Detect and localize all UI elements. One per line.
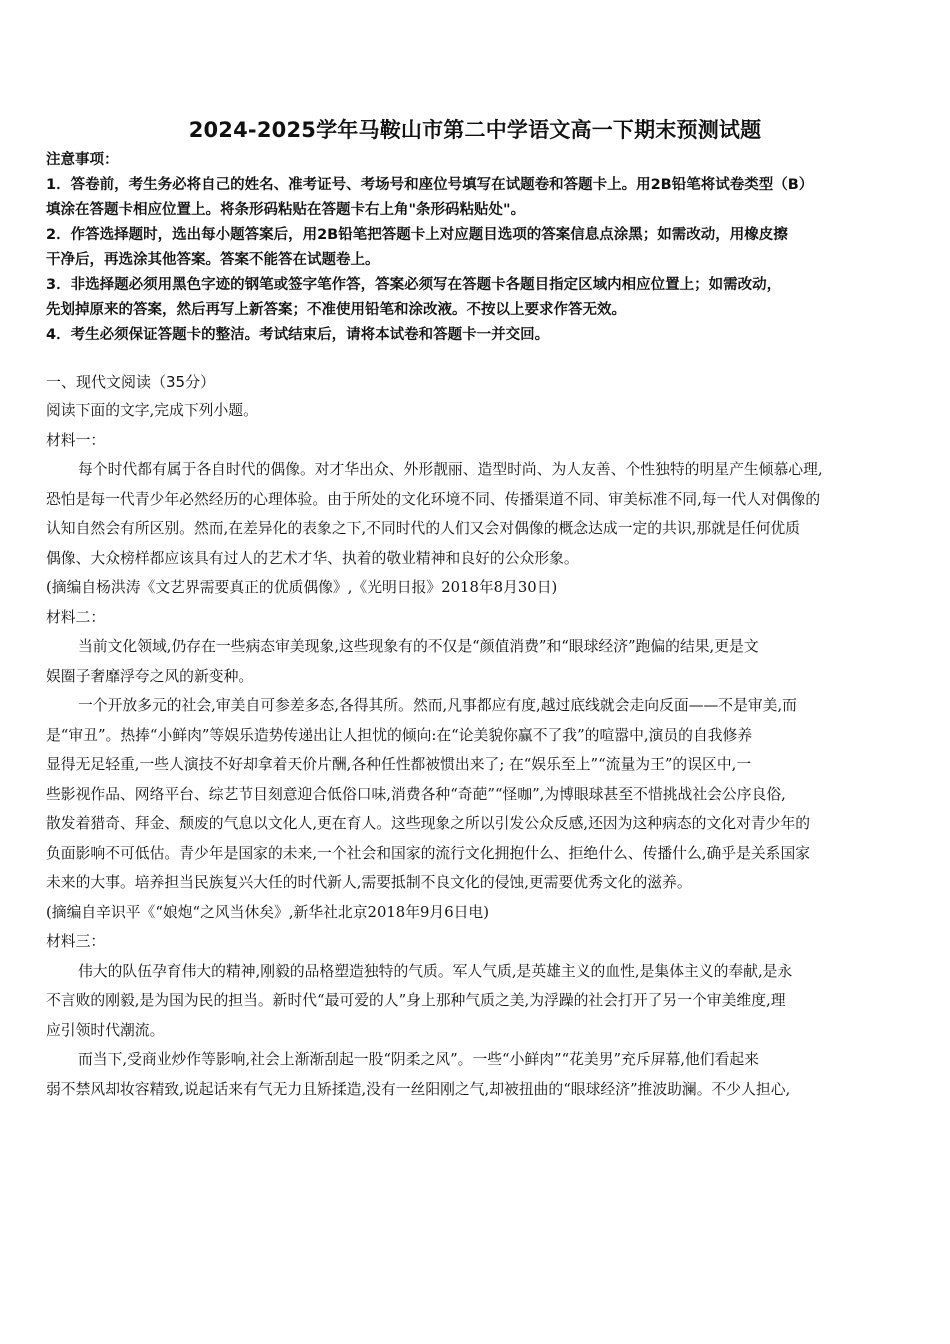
- instruction-line: 3．非选择题必须用黑色字迹的钢笔或签字笔作答，答案必须写在答题卡各题目指定区域内相应位置上；如需改动，: [46, 277, 782, 293]
- paragraph-line: 恐怕是每一代青少年必然经历的心理体验。由于所处的文化环境不同、传播渠道不同、审美标准不同,每一代人对偶像的: [46, 490, 821, 508]
- paragraph-line: 当前文化领域,仍存在一些病态审美现象,这些现象有的不仅是“颜值消费”和“眼球经济”跑偏的结果,更是文: [78, 638, 759, 655]
- instruction-line: 先划掉原来的答案，然后再写上新答案；不准使用铅笔和涂改液。不按以上要求作答无效。: [46, 302, 626, 318]
- material-label: 材料二：: [46, 608, 106, 626]
- paragraph-line: 每个时代都有属于各自时代的偶像。对才华出众、外形靓丽、造型时尚、为人友善、个性独特的明星产生倾慕心理,: [78, 461, 823, 478]
- paragraph-line: 显得无足轻重,一些人演技不好却拿着天价片酬,各种任性都被惯出来了; 在“娱乐至上”“流量为王”的误区中,一: [46, 756, 752, 773]
- paragraph-line: 而当下,受商业炒作等影响,社会上渐渐刮起一股“阴柔之风”。一些“小鲜肉”“花美男”充斥屏幕,他们看起来: [78, 1051, 759, 1068]
- section-heading: 一、现代文阅读（35分）: [46, 373, 216, 391]
- paragraph-line: 是“审丑”。热捧“小鲜肉”等娱乐造势传递出让人担忧的倾向:在“论美貌你赢不了我”的喧嚣中,演员的自我修养: [46, 726, 753, 744]
- paragraph-line: 弱不禁风却妆容精致,说起话来有气无力且矫揉造,没有一丝阳刚之气,却被扭曲的“眼球经济”推波助澜。不少人担心,: [46, 1080, 791, 1098]
- paragraph-line: 伟大的队伍孕育伟大的精神,刚毅的品格塑造独特的气质。军人气质,是英雄主义的血性,是集体主义的奉献,是永: [78, 962, 793, 980]
- page-title: 2024-2025学年马鞍山市第二中学语文高一下期末预测试题: [188, 118, 762, 142]
- paragraph-line: 些影视作品、网络平台、综艺节目刻意迎合低俗口味,消费各种“奇葩”“怪咖”,为博眼球甚至不惜挑战社会公序良俗,: [46, 785, 786, 803]
- paragraph-line: 散发着猎奇、拜金、颓废的气息以文化人,更在育人。这些现象之所以引发公众反感,还因为这种病态的文化对青少年的: [46, 815, 811, 832]
- source-citation: (摘编自辛识平《“娘炮“之风当休矣》,新华社北京2018年9月6日电): [46, 903, 489, 921]
- reading-passage: [46, 396, 914, 1104]
- material-label: 材料三：: [46, 933, 106, 950]
- section-instruction: 阅读下面的文字,完成下列小题。: [46, 402, 258, 419]
- instruction-line: 4．考生必须保证答题卡的整洁。考试结束后，请将本试卷和答题卡一并交回。: [46, 327, 550, 343]
- instructions-block: [46, 148, 916, 348]
- paragraph-line: 认知自然会有所区别。然而,在差异化的表象之下,不同时代的人们又会对偶像的概念达成一定的共识,那就是任何优质: [46, 520, 800, 537]
- source-citation: (摘编自杨洪涛《文艺界需要真正的优质偶像》,《光明日报》2018年8月30日): [46, 579, 558, 596]
- paragraph-line: 娱圈子奢靡浮夸之风的新变种。: [46, 667, 254, 685]
- paragraph-line: 负面影响不可低估。青少年是国家的未来,一个社会和国家的流行文化拥抱什么、拒绝什么、传播什么,确乎是关系国家: [46, 844, 811, 862]
- instruction-line: 填涂在答题卡相应位置上。将条形码粘贴在答题卡右上角"条形码粘贴处"。: [46, 202, 526, 218]
- instruction-line: 1．答卷前，考生务必将自己的姓名、准考证号、考场号和座位号填写在试题卷和答题卡上。用2B铅笔将试卷类型（B）: [46, 177, 814, 193]
- instruction-line: 干净后，再选涂其他答案。答案不能答在试题卷上。: [46, 252, 380, 268]
- material-label: 材料一：: [46, 431, 106, 449]
- instruction-line: 2．作答选择题时，选出每小题答案后，用2B铅笔把答题卡上对应题目选项的答案信息点涂黑；如需改动，用橡皮擦: [46, 227, 788, 243]
- instructions-heading: 注意事项：: [46, 152, 119, 168]
- paragraph-line: 偶像、大众榜样都应该具有过人的艺术才华、执着的敬业精神和良好的公众形象。: [46, 549, 579, 567]
- paragraph-line: 一个开放多元的社会,审美自可参差多态,各得其所。然而,凡事都应有度,越过底线就会走向反面——不是审美,而: [78, 697, 797, 714]
- paragraph-line: 应引领时代潮流。: [46, 1021, 165, 1039]
- paragraph-line: 未来的大事。培养担当民族复兴大任的时代新人,需要抵制不良文化的侵蚀,更需要优秀文化的滋养。: [46, 874, 692, 891]
- paragraph-line: 不言败的刚毅,是为国为民的担当。新时代“最可爱的人”身上那种气质之美,为浮躁的社会打开了另一个审美维度,理: [46, 992, 786, 1009]
